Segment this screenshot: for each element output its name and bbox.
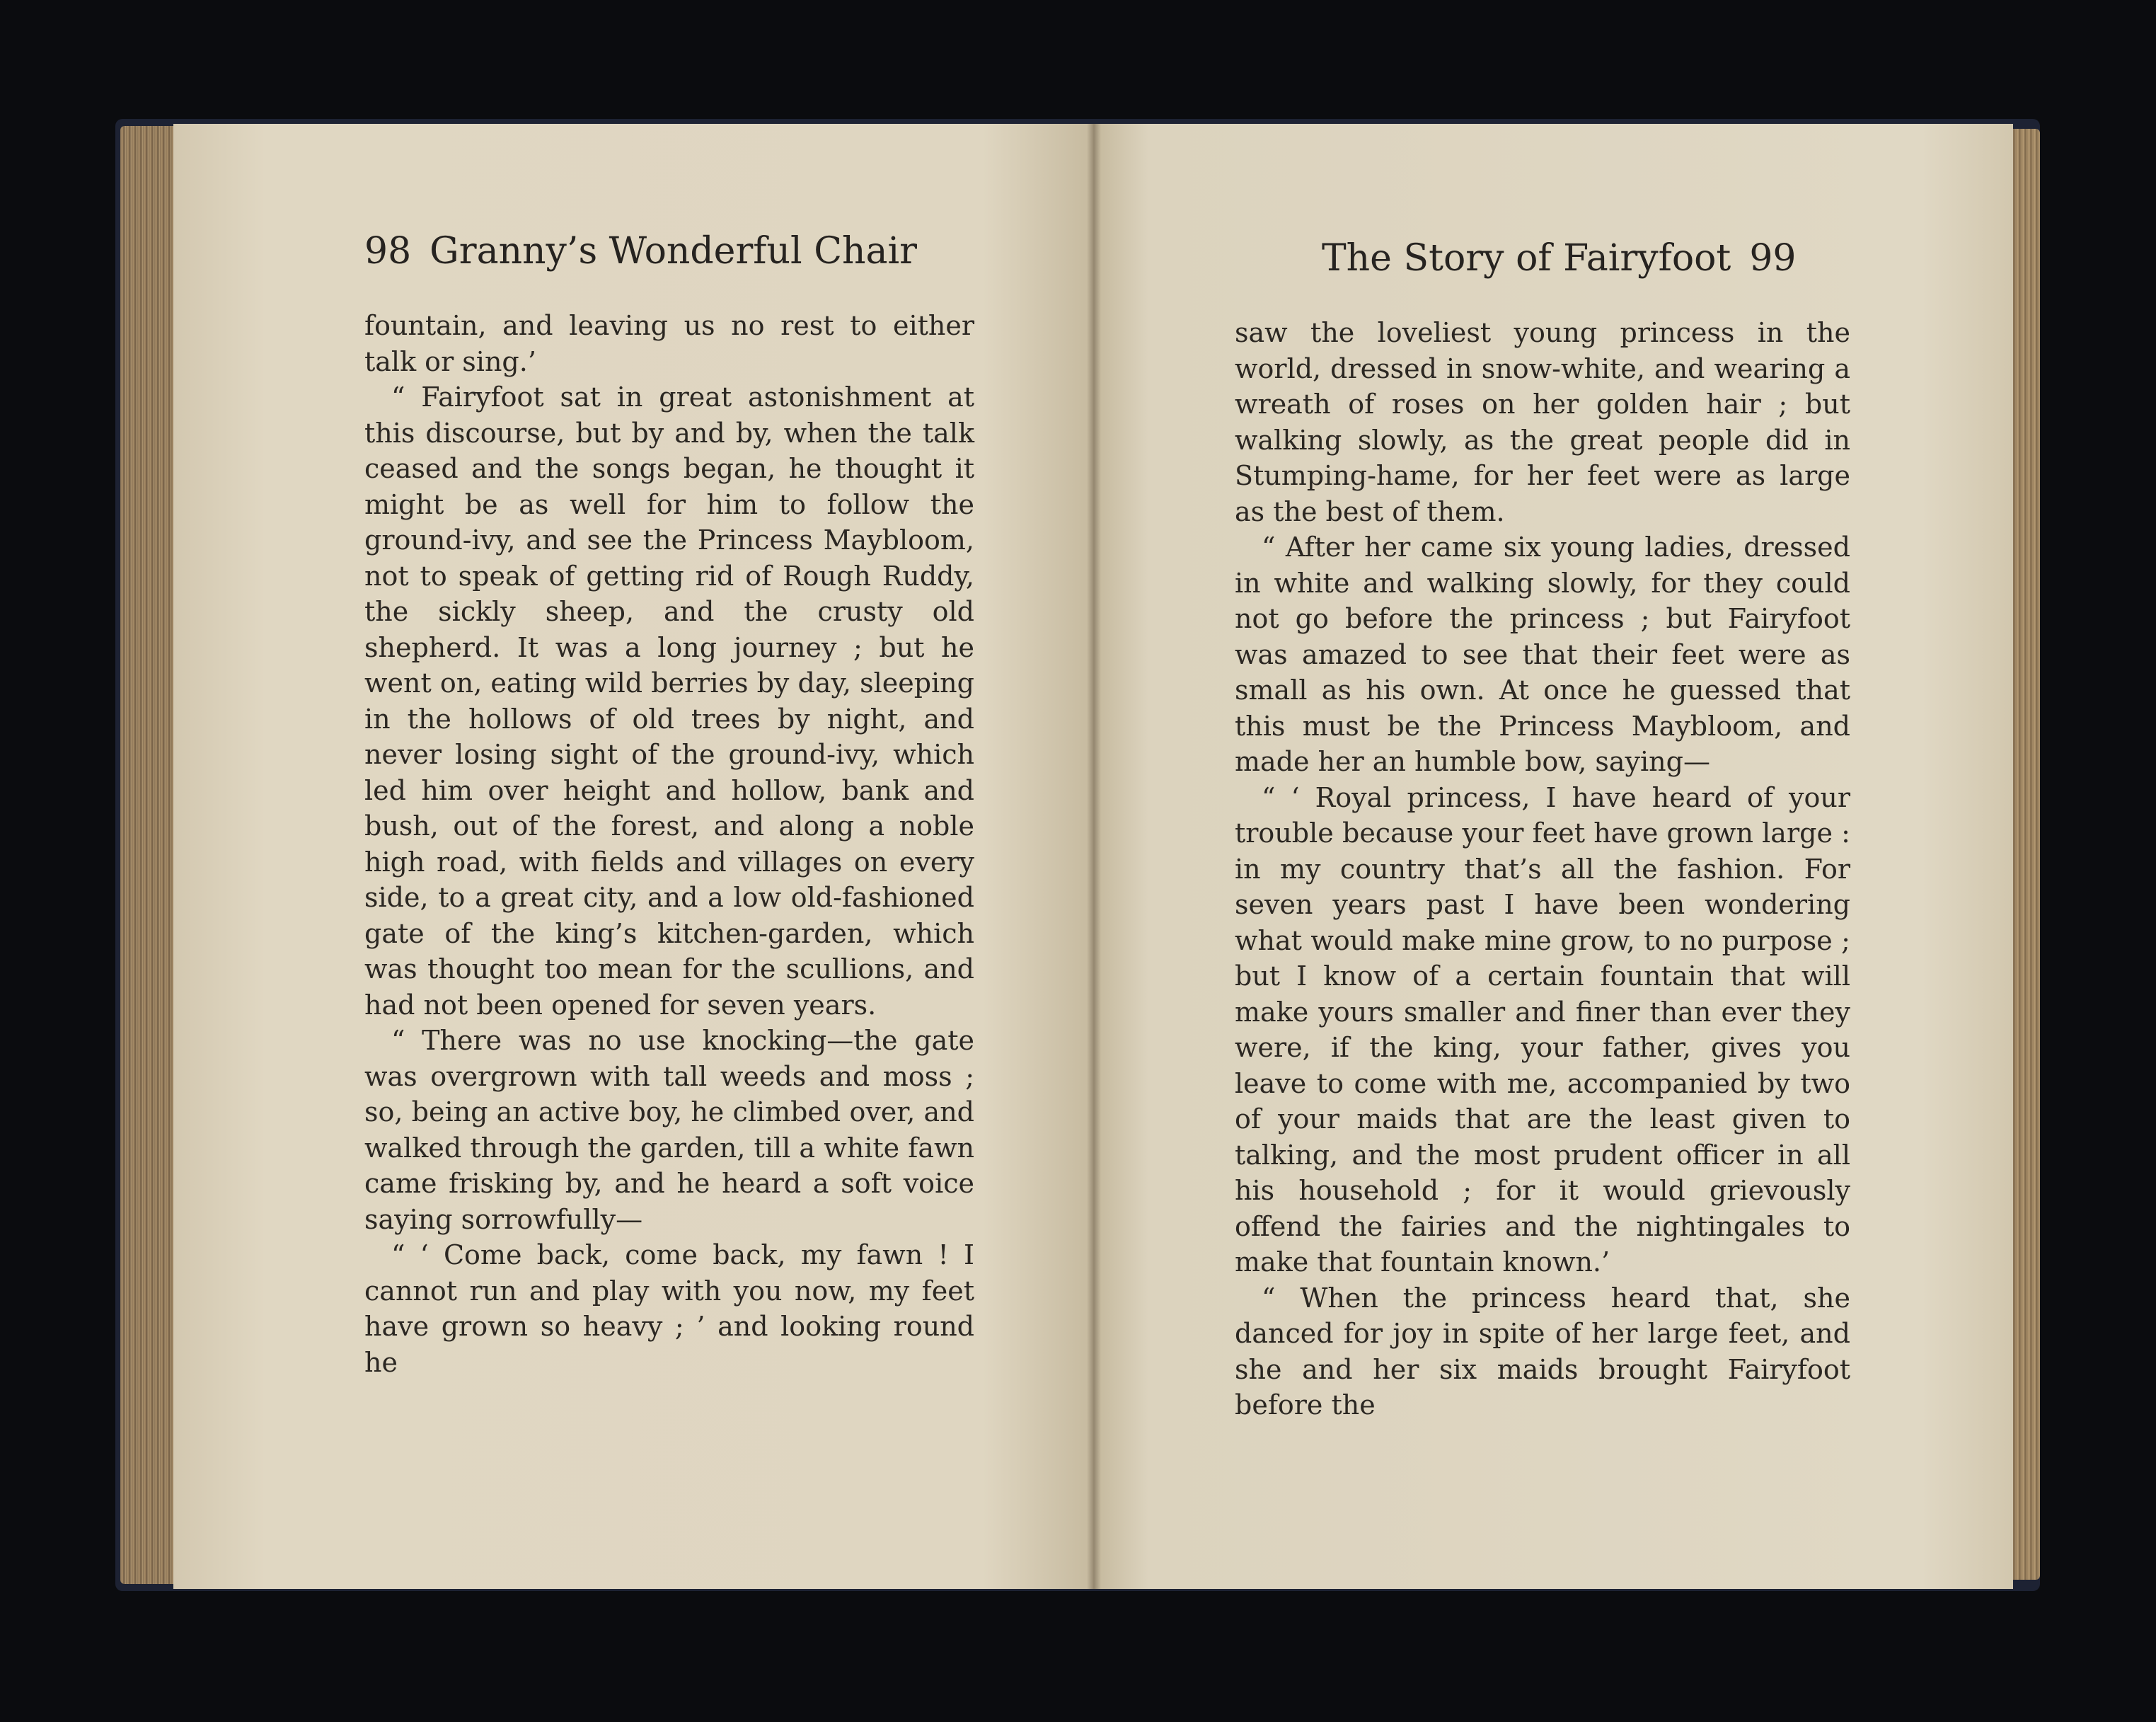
paragraph: “ ‘ Royal princess, I have heard of your trouble because your feet have grown large : in my country that’s all the fashion. For seven years past I have been wondering what would make mine grow, to no purpose ; but I know of a certain fountain that will make yours smaller and finer than ever they were, if the king, your father, gives you leave to come with me, accompanied by two of your maids that are the least given to talking, and the most prudent officer in all his household ; for it would grievously offend the fairies and the nightingales to make that fountain known.’	[1235, 781, 1850, 1278]
right-page	[1093, 124, 2013, 1589]
left-running-head	[364, 230, 917, 272]
right-page-number: 99	[1749, 237, 1797, 280]
paragraph: saw the loveliest young princess in the world, dressed in snow-white, and wearing a wreath of roses on her golden hair ; but walking slowly, as the great people did in Stumping-hame, for her feet were as large as the best of them.	[1235, 317, 1850, 527]
left-running-title: Granny’s Wonderful Chair	[430, 230, 917, 272]
paragraph: “ Fairyfoot sat in great astonishment at this discourse, but by and by, when the talk ceased and the songs began, he thought it might be as well for him to follow the ground-ivy, and see the Princess Maybloom, not to speak of getting rid of Rough Ruddy, the sickly sheep, and the crusty old shepherd. It was a long journey ; but he went on, eating wild berries by day, sleeping in the hollows of old trees by night, and never losing sight of the ground-ivy, which led him over height and hollow, bank and bush, out of the forest, and along a noble high road, with fields and villages on every side, to a great city, and a low old-fashioned gate of the king’s kitchen-garden, which was thought too mean for the scullions, and had not been opened for seven years.	[364, 381, 974, 1021]
book-gutter	[1087, 124, 1101, 1589]
left-page	[173, 124, 1093, 1589]
paragraph: fountain, and leaving us no rest to either talk or sing.’	[364, 310, 974, 377]
right-running-title: The Story of Fairyfoot	[1322, 237, 1731, 280]
left-page-body	[364, 308, 974, 1380]
left-page-number: 98	[364, 230, 412, 272]
paragraph: “ ‘ Come back, come back, my fawn ! I cannot run and play with you now, my feet have grown so heavy ; ’ and looking round he	[364, 1239, 974, 1378]
paragraph: “ When the princess heard that, she danced for joy in spite of her large feet, and she and her six maids brought Fairyfoot before the	[1235, 1282, 1850, 1420]
paragraph: “ There was no use knocking—the gate was overgrown with tall weeds and moss ; so, being an active boy, he climbed over, and walked through the garden, till a white fawn came frisking by, and he heard a soft voice saying sorrowfully—	[364, 1025, 974, 1235]
paragraph: “ After her came six young ladies, dressed in white and walking slowly, for they could not go before the princess ; but Fairyfoot was amazed to see that their feet were as small as his own. At once he guessed that this must be the Princess Maybloom, and made her an humble bow, saying—	[1235, 532, 1850, 777]
right-page-body	[1235, 315, 1850, 1423]
right-running-head	[1322, 237, 1797, 280]
